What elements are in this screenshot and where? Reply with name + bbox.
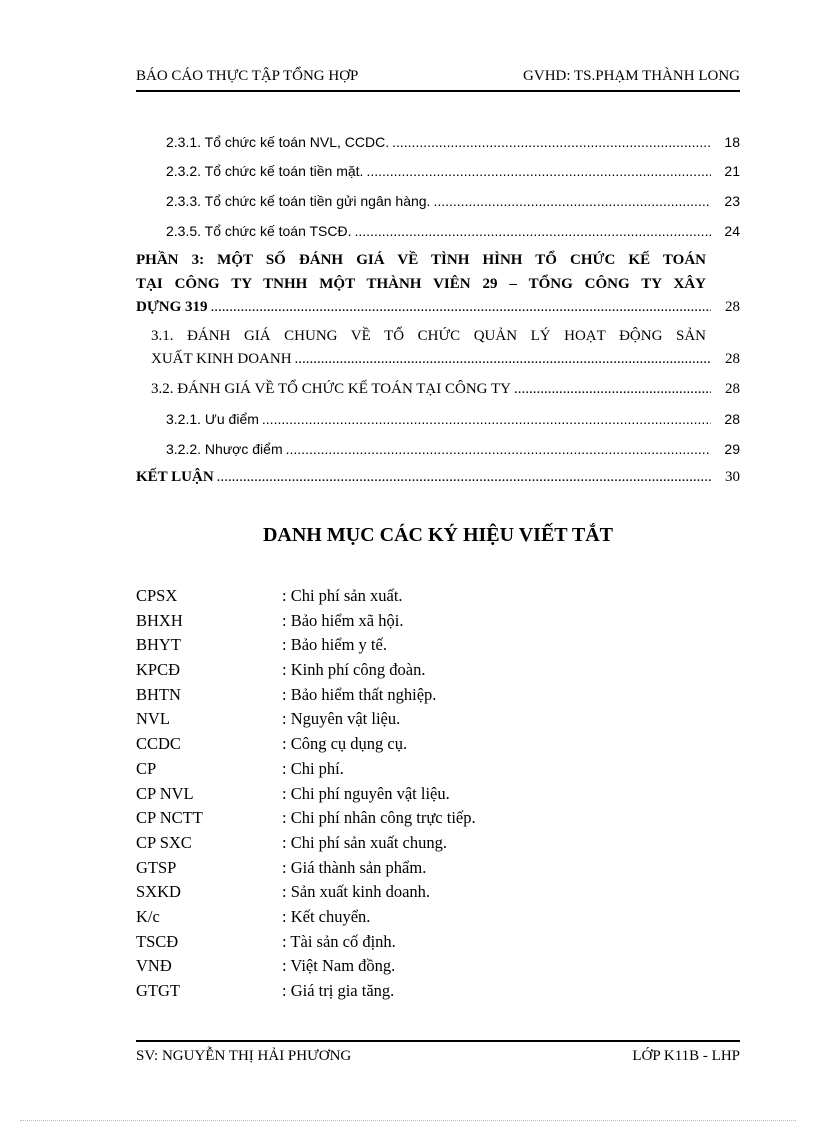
- abbreviation-code: GTGT: [136, 981, 180, 1000]
- abbreviation-code: CP SXC: [136, 832, 192, 852]
- abbreviation-definition: : Chi phí sản xuất.: [282, 586, 403, 605]
- page-bottom-divider: [20, 1120, 796, 1121]
- toc-entry-2-3-2[interactable]: [166, 161, 740, 181]
- toc-entry-page: 28: [724, 411, 740, 427]
- toc-entry-label: XUẤT KINH DOANH: [151, 351, 292, 367]
- toc-leader-dots: [217, 467, 711, 487]
- toc-entry-label: 2.3.5. Tổ chức kế toán TSCĐ.: [166, 223, 352, 239]
- toc-leader-dots: [355, 221, 712, 241]
- toc-entry-conclusion[interactable]: [136, 467, 740, 487]
- abbreviation-row: [136, 660, 636, 685]
- abbreviation-code: KPCĐ: [136, 660, 181, 680]
- abbreviation-code: CP NVL: [136, 783, 194, 803]
- toc-entry-label: 3.2.2. Nhược điểm: [166, 441, 283, 457]
- abbreviation-definition: : Bảo hiểm xã hội.: [282, 610, 404, 630]
- footer-student: SV: NGUYỄN THỊ HẢI PHƯƠNG: [136, 1048, 352, 1064]
- toc-leader-dots: [433, 191, 711, 211]
- abbreviation-definition: : Giá thành sản phẩm.: [282, 857, 427, 877]
- abbreviation-code: BHTN: [136, 684, 181, 704]
- abbreviation-definition: : Chi phí.: [282, 758, 344, 778]
- toc-leader-dots: [211, 297, 711, 317]
- abbreviation-definition: : Tài sản cố định.: [282, 931, 396, 951]
- abbreviation-row: [136, 858, 636, 883]
- toc-entry-2-3-5[interactable]: [166, 221, 740, 241]
- toc-entry-3-2-2[interactable]: [166, 439, 740, 459]
- abbreviation-row: [136, 635, 636, 660]
- toc-entry-page: 24: [724, 223, 740, 239]
- abbreviation-definition: : Giá trị gia tăng.: [282, 981, 395, 1000]
- abbreviation-code: GTSP: [136, 857, 177, 877]
- abbreviation-definition: : Việt Nam đồng.: [282, 956, 396, 976]
- abbreviation-code: SXKD: [136, 882, 181, 902]
- abbreviation-definition: : Kinh phí công đoàn.: [282, 660, 426, 680]
- toc-entry-page: 28: [725, 299, 740, 315]
- toc-entry-page: 28: [725, 381, 740, 397]
- toc-leader-dots: [366, 161, 711, 181]
- abbreviations-title: DANH MỤC CÁC KÝ HIỆU VIẾT TẮT: [262, 524, 614, 546]
- abbreviation-code: TSCĐ: [136, 931, 179, 951]
- toc-entry-label: DỰNG 319: [136, 299, 208, 315]
- header-report-title: BÁO CÁO THỰC TẬP TỔNG HỢP: [136, 68, 359, 84]
- abbreviation-definition: : Bảo hiểm thất nghiệp.: [282, 684, 437, 704]
- toc-leader-dots: [286, 439, 711, 459]
- toc-leader-dots: [392, 132, 711, 152]
- abbreviation-row: [136, 586, 636, 611]
- abbreviation-row: [136, 759, 636, 784]
- toc-leader-dots: [295, 349, 711, 369]
- toc-entry-label: 2.3.2. Tổ chức kế toán tiền mặt.: [166, 163, 364, 179]
- toc-entry-page: 28: [725, 351, 740, 367]
- toc-leader-dots: [514, 379, 711, 399]
- toc-entry-3-2[interactable]: [151, 379, 740, 399]
- toc-s31-line1[interactable]: 3.1. ĐÁNH GIÁ CHUNG VỀ TỔ CHỨC QUẢN LÝ HOẠT ĐỘNG SẢN: [151, 328, 706, 344]
- toc-part3-line1[interactable]: PHẦN 3: MỘT SỐ ĐÁNH GIÁ VỀ TÌNH HÌNH TỔ CHỨC KẾ TOÁN: [136, 252, 706, 268]
- abbreviation-row: [136, 956, 636, 981]
- toc-entry-label: KẾT LUẬN: [136, 469, 214, 485]
- abbreviation-row: [136, 907, 636, 932]
- abbreviation-code: CP NCTT: [136, 808, 203, 828]
- toc-entry-2-3-1[interactable]: [166, 132, 740, 152]
- toc-entry-page: 29: [724, 441, 740, 457]
- footer-class: LỚP K11B - LHP: [632, 1048, 740, 1064]
- abbreviation-definition: : Nguyên vật liệu.: [282, 709, 401, 729]
- abbreviation-code: NVL: [136, 709, 170, 729]
- abbreviation-definition: : Bảo hiểm y tế.: [282, 635, 387, 655]
- abbreviations-list: [136, 586, 636, 1006]
- page-header: [136, 68, 740, 92]
- abbreviation-row: [136, 981, 636, 1006]
- abbreviation-row: [136, 685, 636, 710]
- abbreviation-row: [136, 734, 636, 759]
- abbreviation-code: BHXH: [136, 610, 183, 630]
- abbreviation-definition: : Công cụ dụng cụ.: [282, 734, 408, 754]
- abbreviation-code: CP: [136, 758, 157, 778]
- abbreviation-row: [136, 932, 636, 957]
- abbreviation-definition: : Chi phí nguyên vật liệu.: [282, 783, 450, 803]
- toc-entry-label: 3.2. ĐÁNH GIÁ VỀ TỔ CHỨC KẾ TOÁN TẠI CÔNG TY: [151, 381, 511, 397]
- toc-part3-line2[interactable]: TẠI CÔNG TY TNHH MỘT THÀNH VIÊN 29 – TỔNG CÔNG TY XÂY: [136, 276, 706, 292]
- abbreviation-row: [136, 611, 636, 636]
- toc-entry-label: 3.2.1. Ưu điểm: [166, 411, 259, 427]
- abbreviation-code: VNĐ: [136, 956, 172, 976]
- toc-entry-page: 18: [724, 134, 740, 150]
- toc-entry-page: 23: [724, 193, 740, 209]
- abbreviation-row: [136, 808, 636, 833]
- abbreviation-code: K/c: [136, 906, 160, 926]
- toc-entry-2-3-3[interactable]: [166, 191, 740, 211]
- toc-entry-3-2-1[interactable]: [166, 409, 740, 429]
- abbreviation-code: CPSX: [136, 586, 178, 605]
- toc-entry-3-1[interactable]: [151, 349, 740, 369]
- toc-entry-label: 2.3.3. Tổ chức kế toán tiền gửi ngân hàng.: [166, 193, 431, 209]
- abbreviation-row: [136, 833, 636, 858]
- header-advisor: GVHD: TS.PHẠM THÀNH LONG: [523, 68, 740, 84]
- toc-entry-page: 21: [724, 163, 740, 179]
- abbreviation-definition: : Sản xuất kinh doanh.: [282, 882, 431, 902]
- abbreviation-definition: : Chi phí nhân công trực tiếp.: [282, 808, 476, 828]
- toc-leader-dots: [262, 409, 711, 429]
- abbreviation-row: [136, 709, 636, 734]
- abbreviation-row: [136, 882, 636, 907]
- toc-entry-page: 30: [725, 469, 740, 485]
- toc-entry-part3[interactable]: [136, 297, 740, 317]
- abbreviation-row: [136, 784, 636, 809]
- abbreviation-code: BHYT: [136, 635, 181, 655]
- page-footer: [136, 1040, 740, 1064]
- toc-entry-label: 2.3.1. Tổ chức kế toán NVL, CCDC.: [166, 134, 390, 150]
- abbreviation-definition: : Chi phí sản xuất chung.: [282, 832, 447, 852]
- abbreviation-definition: : Kết chuyển.: [282, 906, 371, 926]
- abbreviation-code: CCDC: [136, 734, 181, 754]
